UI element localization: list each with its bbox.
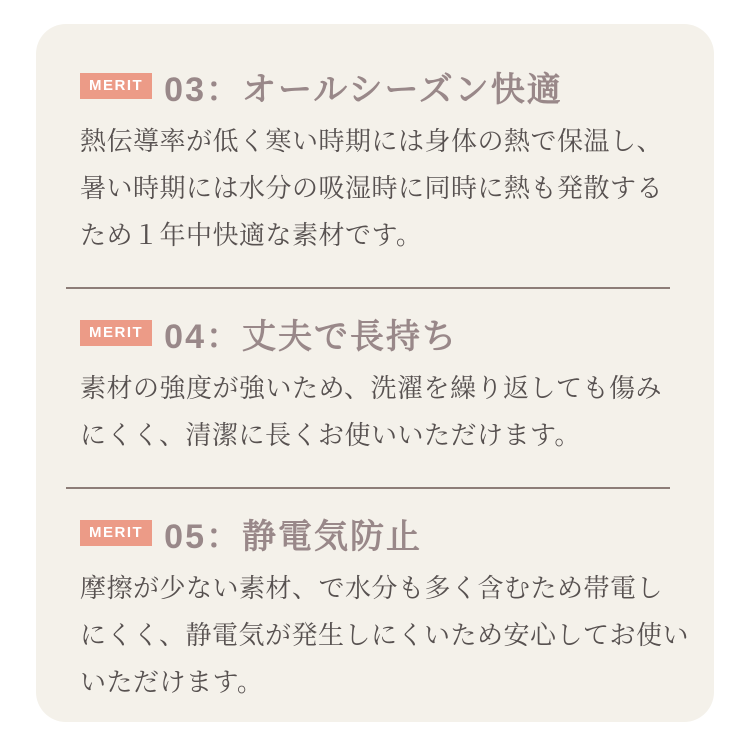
merit-title: 04：丈夫で長持ち bbox=[164, 317, 458, 356]
merit-badge: MERIT bbox=[80, 320, 152, 346]
merit-description bbox=[80, 365, 684, 459]
description-line: にくく、清潔に長くお使いいただけます。 bbox=[80, 420, 581, 450]
description-line: にくく、静電気が発生しにくいため安心してお使い bbox=[80, 620, 689, 650]
description-line: ため１年中快適な素材です。 bbox=[80, 220, 423, 250]
merit-badge: MERIT bbox=[80, 520, 152, 546]
description-line: いただけます。 bbox=[80, 667, 264, 697]
merit-description bbox=[80, 565, 689, 706]
description-line: 摩擦が少ない素材、で水分も多く含むため帯電し bbox=[80, 573, 664, 603]
merit-header bbox=[80, 62, 684, 110]
description-line: 熱伝導率が低く寒い時期には身体の熱で保温し、 bbox=[80, 126, 664, 156]
merit-title: 05：静電気防止 bbox=[164, 517, 422, 556]
merit-badge: MERIT bbox=[80, 73, 152, 99]
merit-section-03 bbox=[66, 62, 684, 259]
merit-title: 03：オールシーズン快適 bbox=[164, 70, 563, 109]
merit-header bbox=[80, 509, 684, 557]
section-divider bbox=[66, 287, 670, 289]
content-panel bbox=[36, 24, 714, 722]
description-line: 暑い時期には水分の吸湿時に同時に熱も発散する bbox=[80, 173, 664, 203]
merit-header bbox=[80, 309, 684, 357]
description-line: 素材の強度が強いため、洗濯を繰り返しても傷み bbox=[80, 373, 662, 403]
merit-section-04 bbox=[66, 309, 684, 459]
section-divider bbox=[66, 487, 670, 489]
merit-description bbox=[80, 118, 684, 259]
merit-section-05 bbox=[66, 509, 689, 706]
